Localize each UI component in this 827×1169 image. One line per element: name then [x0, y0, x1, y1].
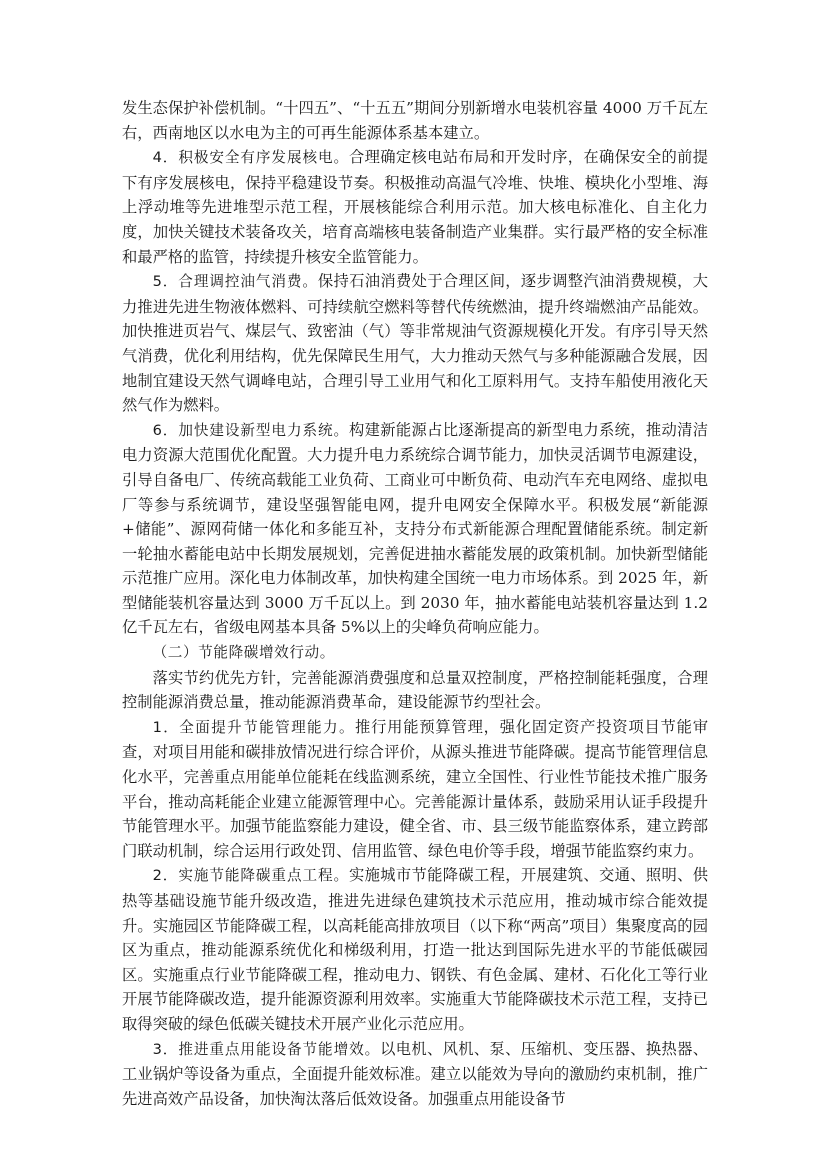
paragraph-text: 构建新能源占比逐渐提高的新型电力系统，推动清洁电力资源大范围优化配置。大力提升电力系统综合调节能力，加快灵活调节电源建设，引导自备电厂、传统高载能工业负荷、工商业可中断负荷、电动汽车充电网络、虚拟电厂等参与系统调节，建设坚强智能电网，提升电网安全保障水平。积极发展“新能源+储能”、源网荷储一体化和多能互补，支持分布式新能源合理配置储能系统。制定新一轮抽水蓄能电站中长期发展规划，完善促进抽水蓄能发展的政策机制。加快新型储能示范推广应用。深化电力体制改革，加快构建全国统一电力市场体系。到 2025 年，新型储能装机容量达到 3000 万千瓦以上。到 2030 年，抽水蓄能电站装机容量达到 1.2 亿千瓦左右，省级电网基本具备 5%以上的尖峰负荷响应能力。 — [122, 420, 708, 637]
paragraph-text: 以电机、风机、泵、压缩机、变压器、换热器、工业锅炉等设备为重点，全面提升能效标准。建立以能效为导向的激励约束机制，推广先进高效产品设备，加快淘汰落后低效设备。加强重点用能设备节 — [122, 1039, 708, 1108]
paragraph-energy-management — [122, 715, 708, 864]
section-title: （二）节能降碳增效行动。 — [152, 644, 335, 662]
paragraph-text: 合理确定核电站布局和开发时序，在确保安全的前提下有序发展核电，保持平稳建设节奏。积极推动高温气冷堆、快堆、模块化小型堆、海上浮动堆等先进堆型示范工程，开展核能综合利用示范。加大核电标准化、自主化力度，加快关键技术装备攻关，培育高端核电装备制造产业集群。实行最严格的安全标准和最严格的监管，持续提升核安全监管能力。 — [122, 148, 708, 266]
paragraph-heading: 6．加快建设新型电力系统。 — [152, 421, 350, 439]
paragraph-heading: 4．积极安全有序发展核电。 — [152, 149, 350, 167]
paragraph-key-projects — [122, 863, 708, 1036]
paragraph-text: 推行用能预算管理，强化固定资产投资项目节能审查，对项目用能和碳排放情况进行综合评价，从源头推进节能降碳。提高节能管理信息化水平，完善重点用能单位能耗在线监测系统，建立全国性、行业性节能技术推广服务平台，推动高耗能企业建立能源管理中心。完善能源计量体系，鼓励采用认证手段提升节能管理水平。加强节能监察能力建设，健全省、市、县三级节能监察体系，建立跨部门联动机制，综合运用行政处罚、信用监管、绿色电价等手段，增强节能监察约束力。 — [122, 717, 708, 860]
document-body — [122, 96, 708, 1111]
section-heading — [122, 640, 708, 666]
paragraph-hydropower-cont — [122, 96, 708, 145]
paragraph-heading: 1．全面提升节能管理能力。 — [152, 718, 355, 736]
paragraph-heading: 5．合理调控油气消费。 — [152, 273, 318, 291]
paragraph-oil-gas — [122, 269, 708, 418]
paragraph-nuclear — [122, 145, 708, 269]
paragraph-text: 实施城市节能降碳工程，开展建筑、交通、照明、供热等基础设施节能升级改造，推进先进绿色建筑技术示范应用，推动城市综合能效提升。实施园区节能降碳工程，以高耗能高排放项目（以下称“两高”项目）集聚度高的园区为重点，推动能源系统优化和梯级利用，打造一批达到国际先进水平的节能低碳园区。实施重点行业节能降碳工程，推动电力、钢铁、有色金属、建材、石化化工等行业开展节能降碳改造，提升能源资源利用效率。实施重大节能降碳技术示范工程，支持已取得突破的绿色低碳关键技术开展产业化示范应用。 — [122, 866, 708, 1033]
paragraph-power-system — [122, 418, 708, 640]
paragraph-heading: 2．实施节能降碳重点工程。 — [152, 867, 350, 885]
paragraph-text: 保持石油消费处于合理区间，逐步调整汽油消费规模，大力推进先进生物液体燃料、可持续航空燃料等替代传统燃油，提升终端燃油产品能效。加快推进页岩气、煤层气、致密油（气）等非常规油气资源规模化开发。有序引导天然气消费，优化利用结构，优先保障民生用气，大力推动天然气与多种能源融合发展，因地制宜建设天然气调峰电站，合理引导工业用气和化工原料用气。支持车船使用液化天然气作为燃料。 — [122, 272, 708, 415]
paragraph-text: 落实节约优先方针，完善能源消费强度和总量双控制度，严格控制能耗强度，合理控制能源消费总量，推动能源消费革命，建设能源节约型社会。 — [122, 668, 708, 712]
paragraph-text: 发生态保护补偿机制。“十四五”、“十五五”期间分别新增水电装机容量 4000 万千瓦左右，西南地区以水电为主的可再生能源体系基本建立。 — [122, 99, 708, 142]
paragraph-equipment — [122, 1037, 708, 1112]
paragraph-heading: 3．推进重点用能设备节能增效。 — [152, 1040, 381, 1058]
paragraph-section-intro — [122, 666, 708, 715]
